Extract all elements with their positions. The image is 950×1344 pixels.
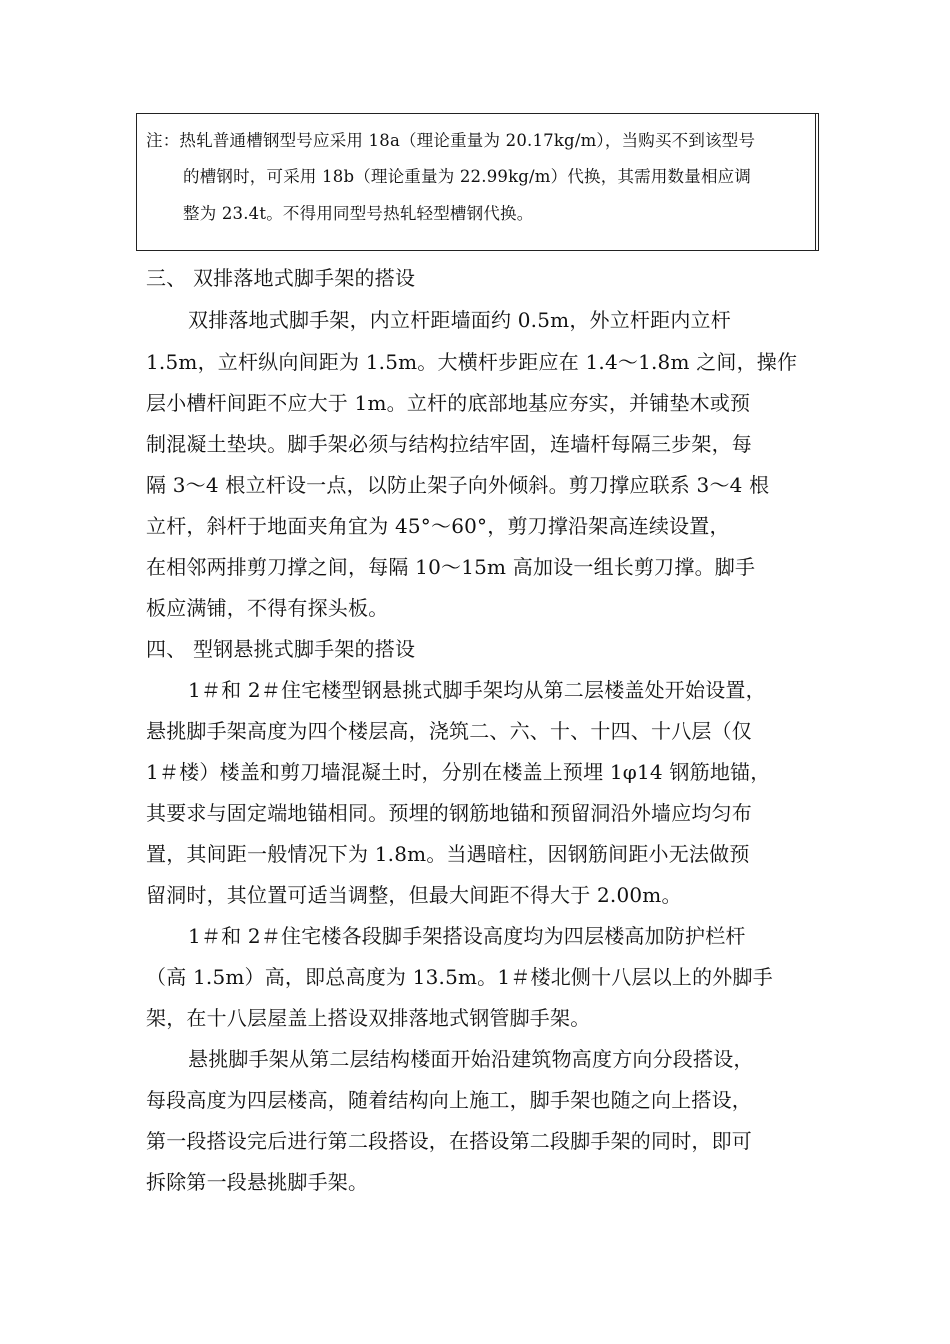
section-3-line-6: 立杆，斜杆于地面夹角宜为 45°～60°，剪刀撑沿架高连续设置，	[146, 514, 730, 538]
section-4-p1-line-5: 置，其间距一般情况下为 1.8m。当遇暗柱，因钢筋间距小无法做预	[146, 842, 750, 866]
section-4-p2-line-3: 架，在十八层屋盖上搭设双排落地式钢管脚手架。	[146, 1006, 591, 1030]
section-4-p1-line-4: 其要求与固定端地锚相同。预埋的钢筋地锚和预留洞沿外墙应均匀布	[146, 801, 752, 825]
note-line-3: 整为 23.4t。不得用同型号热轧轻型槽钢代换。	[183, 204, 534, 223]
section-4-p3-line-1: 悬挑脚手架从第二层结构楼面开始沿建筑物高度方向分段搭设，	[188, 1047, 754, 1071]
section-4-heading: 四、 型钢悬挑式脚手架的搭设	[146, 637, 416, 661]
section-4-p2-line-1: 1＃和 2＃住宅楼各段脚手架搭设高度均为四层楼高加防护栏杆	[188, 924, 746, 948]
section-3-line-1: 双排落地式脚手架，内立杆距墙面约 0.5m，外立杆距内立杆	[188, 308, 731, 332]
section-4-p3-line-2: 每段高度为四层楼高，随着结构向上施工，脚手架也随之向上搭设，	[146, 1088, 752, 1112]
section-4-p2-line-2: （高 1.5m）高，即总高度为 13.5m。1＃楼北侧十八层以上的外脚手	[146, 965, 773, 989]
section-3-line-2: 1.5m，立杆纵向间距为 1.5m。大横杆步距应在 1.4～1.8m 之间，操作	[146, 350, 798, 374]
section-4-p1-line-1: 1＃和 2＃住宅楼型钢悬挑式脚手架均从第二层楼盖处开始设置，	[188, 678, 766, 702]
section-3-line-5: 隔 3～4 根立杆设一点，以防止架子向外倾斜。剪刀撑应联系 3～4 根	[146, 473, 770, 497]
section-4-p1-line-2: 悬挑脚手架高度为四个楼层高，浇筑二、六、十、十四、十八层（仅	[146, 719, 752, 743]
section-4-p1-line-3: 1＃楼）楼盖和剪刀墙混凝土时，分别在楼盖上预埋 1φ14 钢筋地锚，	[146, 760, 771, 784]
section-4-p3-line-3: 第一段搭设完后进行第二段搭设，在搭设第二段脚手架的同时，即可	[146, 1129, 752, 1153]
section-3-line-3: 层小槽杆间距不应大于 1m。立杆的底部地基应夯实，并铺垫木或预	[146, 391, 751, 415]
section-4-p1-line-6: 留洞时，其位置可适当调整，但最大间距不得大于 2.00m。	[146, 883, 682, 907]
section-3-line-7: 在相邻两排剪刀撑之间，每隔 10～15m 高加设一组长剪刀撑。脚手	[146, 555, 756, 579]
section-4-p3-line-4: 拆除第一段悬挑脚手架。	[146, 1170, 369, 1194]
note-line-1: 注：热轧普通槽钢型号应采用 18a（理论重量为 20.17kg/m），当购买不到该型号	[146, 131, 756, 150]
section-3-heading: 三、 双排落地式脚手架的搭设	[146, 266, 416, 290]
section-3-line-8: 板应满铺，不得有探头板。	[146, 596, 389, 620]
note-line-2: 的槽钢时，可采用 18b（理论重量为 22.99kg/m）代换，其需用数量相应调	[183, 167, 752, 186]
section-3-line-4: 制混凝土垫块。脚手架必须与结构拉结牢固，连墙杆每隔三步架，每	[146, 432, 752, 456]
